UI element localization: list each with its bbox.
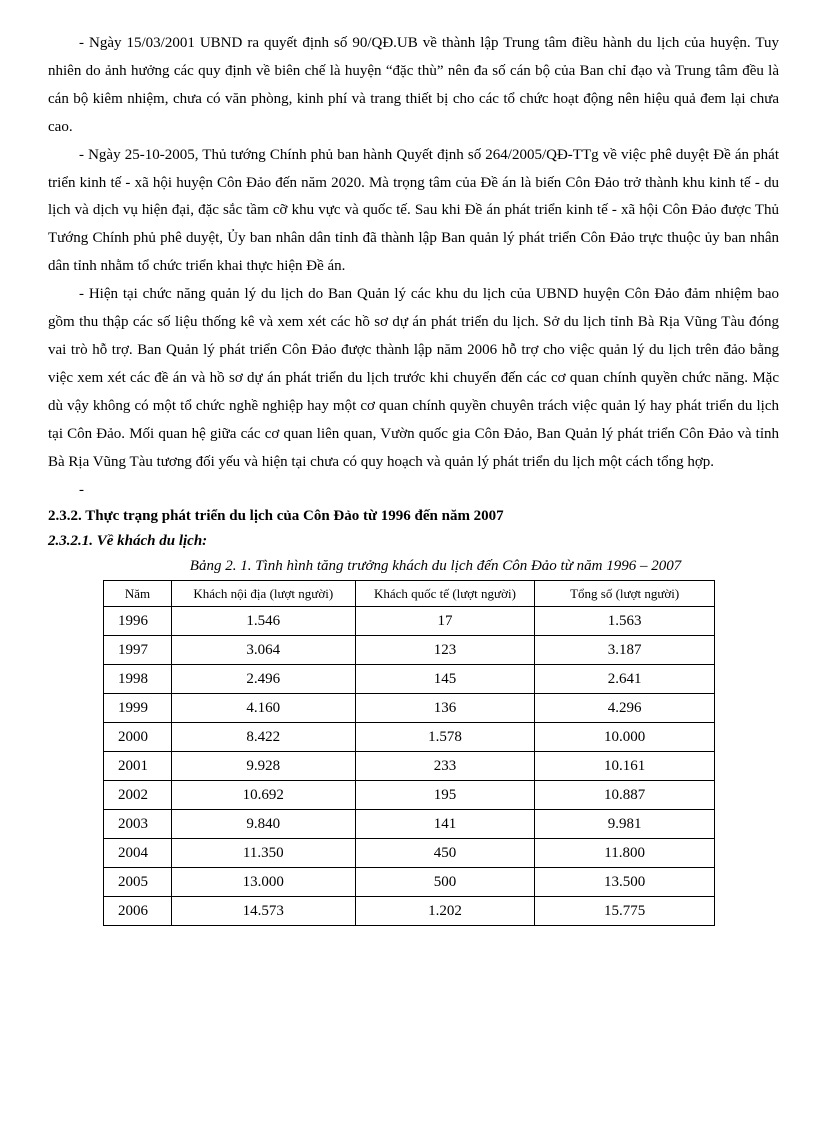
paragraph-decision-2005: - Ngày 25-10-2005, Thủ tướng Chính phủ ban hành Quyết định số 264/2005/QĐ-TTg về việc phê duyệt Đề án phát triển kinh tế - xã hội huyện Côn Đảo đến năm 2020. Mà trọng tâm của Đề án là biến Côn Đảo trở thành khu kinh tế - du lịch và dịch vụ hiện đại, đặc sắc tầm cỡ khu vực và quốc tế. Sau khi Đề án phát triển kinh tế - xã hội Côn Đảo được Thủ Tướng Chính phủ phê duyệt, Ủy ban nhân dân tỉnh đã thành lập Ban quản lý phát triển Côn Đảo trực thuộc ủy ban nhân dân tỉnh nhằm tổ chức triển khai thực hiện Đề án. xyxy=(48,146,779,275)
header-year: Năm xyxy=(104,581,172,607)
header-international: Khách quốc tế (lượt người) xyxy=(355,581,535,607)
table-row xyxy=(104,723,715,752)
cell-international: 136 xyxy=(355,694,535,723)
cell-year: 2006 xyxy=(104,897,172,926)
cell-domestic: 2.496 xyxy=(171,665,355,694)
cell-domestic: 13.000 xyxy=(171,868,355,897)
cell-international: 233 xyxy=(355,752,535,781)
cell-year: 2002 xyxy=(104,781,172,810)
cell-domestic: 11.350 xyxy=(171,839,355,868)
table-row xyxy=(104,665,715,694)
table-body xyxy=(104,607,715,926)
cell-year: 2005 xyxy=(104,868,172,897)
header-total: Tổng số (lượt người) xyxy=(535,581,715,607)
table-row xyxy=(104,694,715,723)
cell-year: 2004 xyxy=(104,839,172,868)
subsection-heading: 2.3.2.1. Về khách du lịch: xyxy=(48,533,208,550)
cell-international: 17 xyxy=(355,607,535,636)
cell-year: 1997 xyxy=(104,636,172,665)
cell-domestic: 9.840 xyxy=(171,810,355,839)
cell-year: 2000 xyxy=(104,723,172,752)
cell-total: 3.187 xyxy=(535,636,715,665)
cell-international: 1.578 xyxy=(355,723,535,752)
cell-total: 10.161 xyxy=(535,752,715,781)
cell-domestic: 3.064 xyxy=(171,636,355,665)
table-row xyxy=(104,781,715,810)
header-domestic: Khách nội địa (lượt người) xyxy=(171,581,355,607)
cell-international: 195 xyxy=(355,781,535,810)
cell-year: 1998 xyxy=(104,665,172,694)
cell-total: 15.775 xyxy=(535,897,715,926)
cell-year: 1996 xyxy=(104,607,172,636)
empty-bullet: - xyxy=(79,481,84,498)
cell-year: 2003 xyxy=(104,810,172,839)
cell-domestic: 14.573 xyxy=(171,897,355,926)
cell-domestic: 4.160 xyxy=(171,694,355,723)
cell-international: 141 xyxy=(355,810,535,839)
table-header-row xyxy=(104,581,715,607)
cell-total: 10.000 xyxy=(535,723,715,752)
cell-total: 11.800 xyxy=(535,839,715,868)
cell-international: 123 xyxy=(355,636,535,665)
table-row xyxy=(104,868,715,897)
table-row xyxy=(104,636,715,665)
cell-domestic: 10.692 xyxy=(171,781,355,810)
table-row xyxy=(104,810,715,839)
table-row xyxy=(104,897,715,926)
cell-total: 4.296 xyxy=(535,694,715,723)
table-row xyxy=(104,607,715,636)
cell-total: 9.981 xyxy=(535,810,715,839)
paragraph-decision-2001: - Ngày 15/03/2001 UBND ra quyết định số 90/QĐ.UB về thành lập Trung tâm điều hành du lịch của huyện. Tuy nhiên do ảnh hưởng các quy định về biên chế là huyện “đặc thù” nên đa số cán bộ của Ban chỉ đạo và Trung tâm đều là cán bộ kiêm nhiệm, chưa có văn phòng, kinh phí và trang thiết bị cho các tổ chức hoạt động nên hiệu quả đem lại chưa cao. xyxy=(48,35,779,135)
cell-international: 1.202 xyxy=(355,897,535,926)
table-caption: Bảng 2. 1. Tình hình tăng trưởng khách du lịch đến Côn Đảo từ năm 1996 – 2007 xyxy=(189,558,682,575)
document-page xyxy=(48,30,779,926)
cell-year: 1999 xyxy=(104,694,172,723)
cell-international: 145 xyxy=(355,665,535,694)
table-row xyxy=(104,839,715,868)
paragraph-current-management: - Hiện tại chức năng quản lý du lịch do Ban Quản lý các khu du lịch của UBND huyện Côn Đảo đảm nhiệm bao gồm thu thập các số liệu thống kê và xem xét các hồ sơ dự án phát triển du lịch. Sở du lịch tỉnh Bà Rịa Vũng Tàu đóng vai trò hỗ trợ. Ban Quản lý phát triển Côn Đảo được thành lập năm 2006 hỗ trợ cho việc quản lý du lịch trên đảo bằng việc xem xét các đề án và hồ sơ dự án phát triển du lịch trước khi chuyển đến các cơ quan chính quyền chức năng. Mặc dù vậy không có một tổ chức nghề nghiệp hay một cơ quan chính quyền chuyên trách việc quản lý hay phát triển du lịch tại Côn Đảo. Mối quan hệ giữa các cơ quan liên quan, Vườn quốc gia Côn Đảo, Ban Quản lý phát triển Côn Đảo và tỉnh Bà Rịa Vũng Tàu tương đối yếu và hiện tại chưa có quy hoạch và quản lý phát triển du lịch một cách tổng hợp. xyxy=(48,286,779,470)
cell-international: 500 xyxy=(355,868,535,897)
cell-domestic: 1.546 xyxy=(171,607,355,636)
cell-total: 1.563 xyxy=(535,607,715,636)
table-row xyxy=(104,752,715,781)
tourist-growth-table xyxy=(103,580,715,926)
cell-international: 450 xyxy=(355,839,535,868)
cell-total: 2.641 xyxy=(535,665,715,694)
cell-total: 13.500 xyxy=(535,868,715,897)
cell-year: 2001 xyxy=(104,752,172,781)
cell-domestic: 9.928 xyxy=(171,752,355,781)
section-heading: 2.3.2. Thực trạng phát triển du lịch của Côn Đảo từ 1996 đến năm 2007 xyxy=(48,508,504,525)
cell-domestic: 8.422 xyxy=(171,723,355,752)
cell-total: 10.887 xyxy=(535,781,715,810)
